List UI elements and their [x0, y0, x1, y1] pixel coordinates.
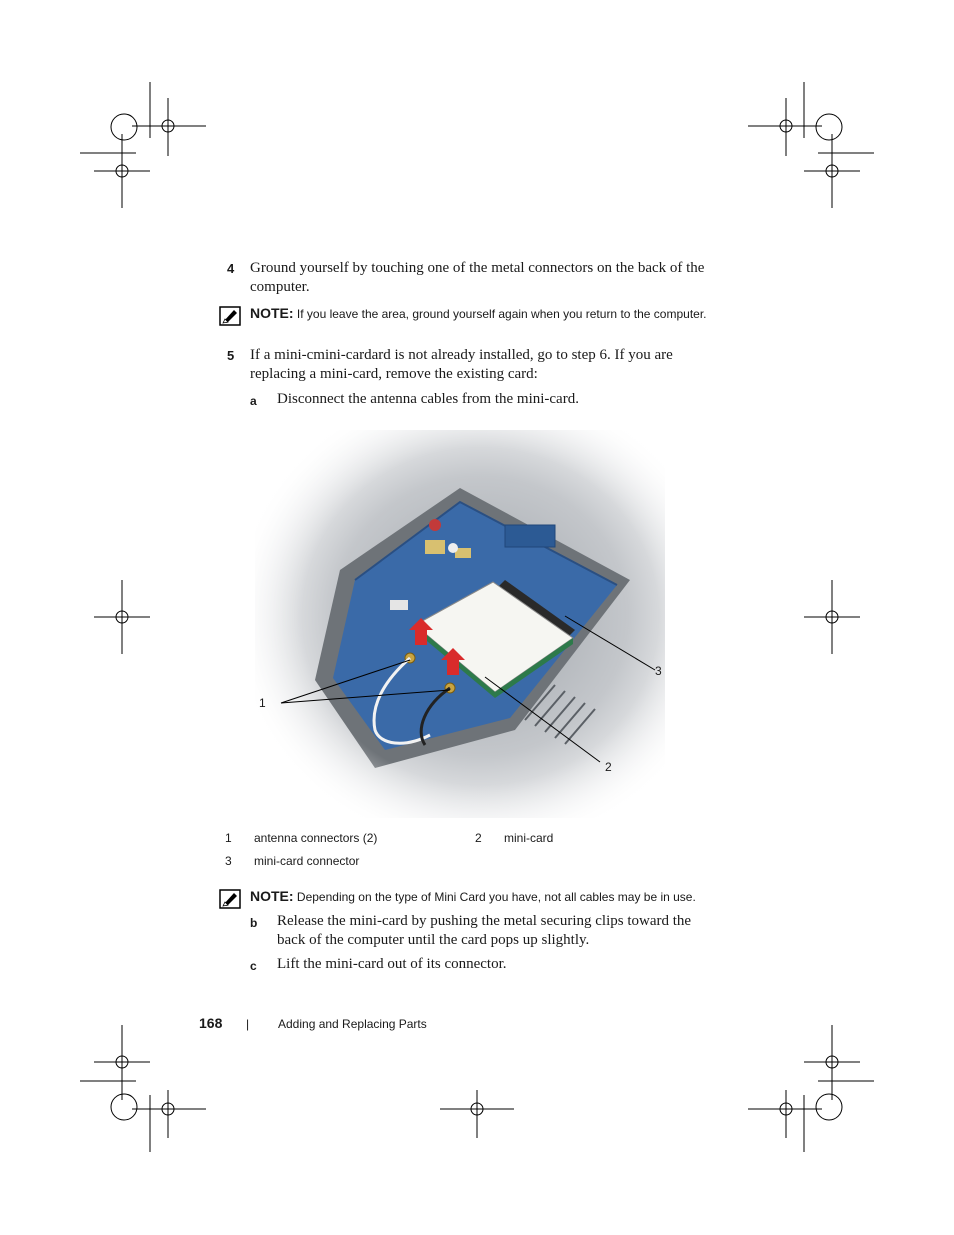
note-pencil-icon — [219, 306, 241, 326]
legend-label-3: mini-card connector — [254, 854, 360, 868]
substep-a-text: Disconnect the antenna cables from the mini-card. — [277, 391, 579, 407]
crop-mark-bottom-center — [440, 1090, 514, 1138]
substep-letter: b — [250, 916, 258, 930]
crop-mark-top-left — [80, 82, 206, 208]
callout-1: 1 — [259, 696, 266, 710]
substep-letter: a — [250, 394, 257, 408]
crop-mark-mid-left — [94, 580, 150, 654]
substep-b-text: Release the mini-card by pushing the metal securing clips toward the back of the computer until the card pops up slightly. — [277, 913, 692, 948]
crop-mark-bottom-right — [748, 1025, 874, 1152]
substep-c-text: Lift the mini-card out of its connector. — [277, 956, 507, 972]
legend-label-2: mini-card — [504, 831, 554, 845]
crop-mark-top-right — [748, 82, 874, 208]
note-2 — [250, 888, 720, 906]
crop-mark-mid-right — [804, 580, 860, 654]
step-5-text: If a mini-cmini-cardard is not already installed, go to step 6. If you are replacing a mini-card, remove the existing card: — [250, 347, 673, 382]
note-1 — [250, 305, 712, 323]
legend-num-1: 1 — [225, 831, 232, 845]
callout-3: 3 — [655, 664, 662, 678]
footer-separator: | — [246, 1017, 250, 1031]
note-2-text: Depending on the type of Mini Card you have, not all cables may be in use. — [296, 890, 696, 904]
note-1-text: If you leave the area, ground yourself again when you return to the computer. — [296, 307, 707, 321]
footer-section-title: Adding and Replacing Parts — [278, 1017, 427, 1031]
legend-label-1: antenna connectors (2) — [254, 831, 378, 845]
crop-mark-bottom-left — [80, 1025, 206, 1152]
page-number: 168 — [199, 1015, 223, 1031]
step-number: 4 — [227, 261, 235, 276]
legend-num-2: 2 — [475, 831, 482, 845]
legend-num-3: 3 — [225, 854, 232, 868]
note-label: NOTE: — [250, 888, 294, 904]
callout-2: 2 — [605, 760, 612, 774]
step-number: 5 — [227, 348, 235, 363]
note-label: NOTE: — [250, 305, 294, 321]
mini-card-illustration — [255, 430, 665, 818]
substep-letter: c — [250, 959, 257, 973]
step-4-text: Ground yourself by touching one of the metal connectors on the back of the computer. — [250, 260, 705, 295]
note-pencil-icon — [219, 889, 241, 909]
